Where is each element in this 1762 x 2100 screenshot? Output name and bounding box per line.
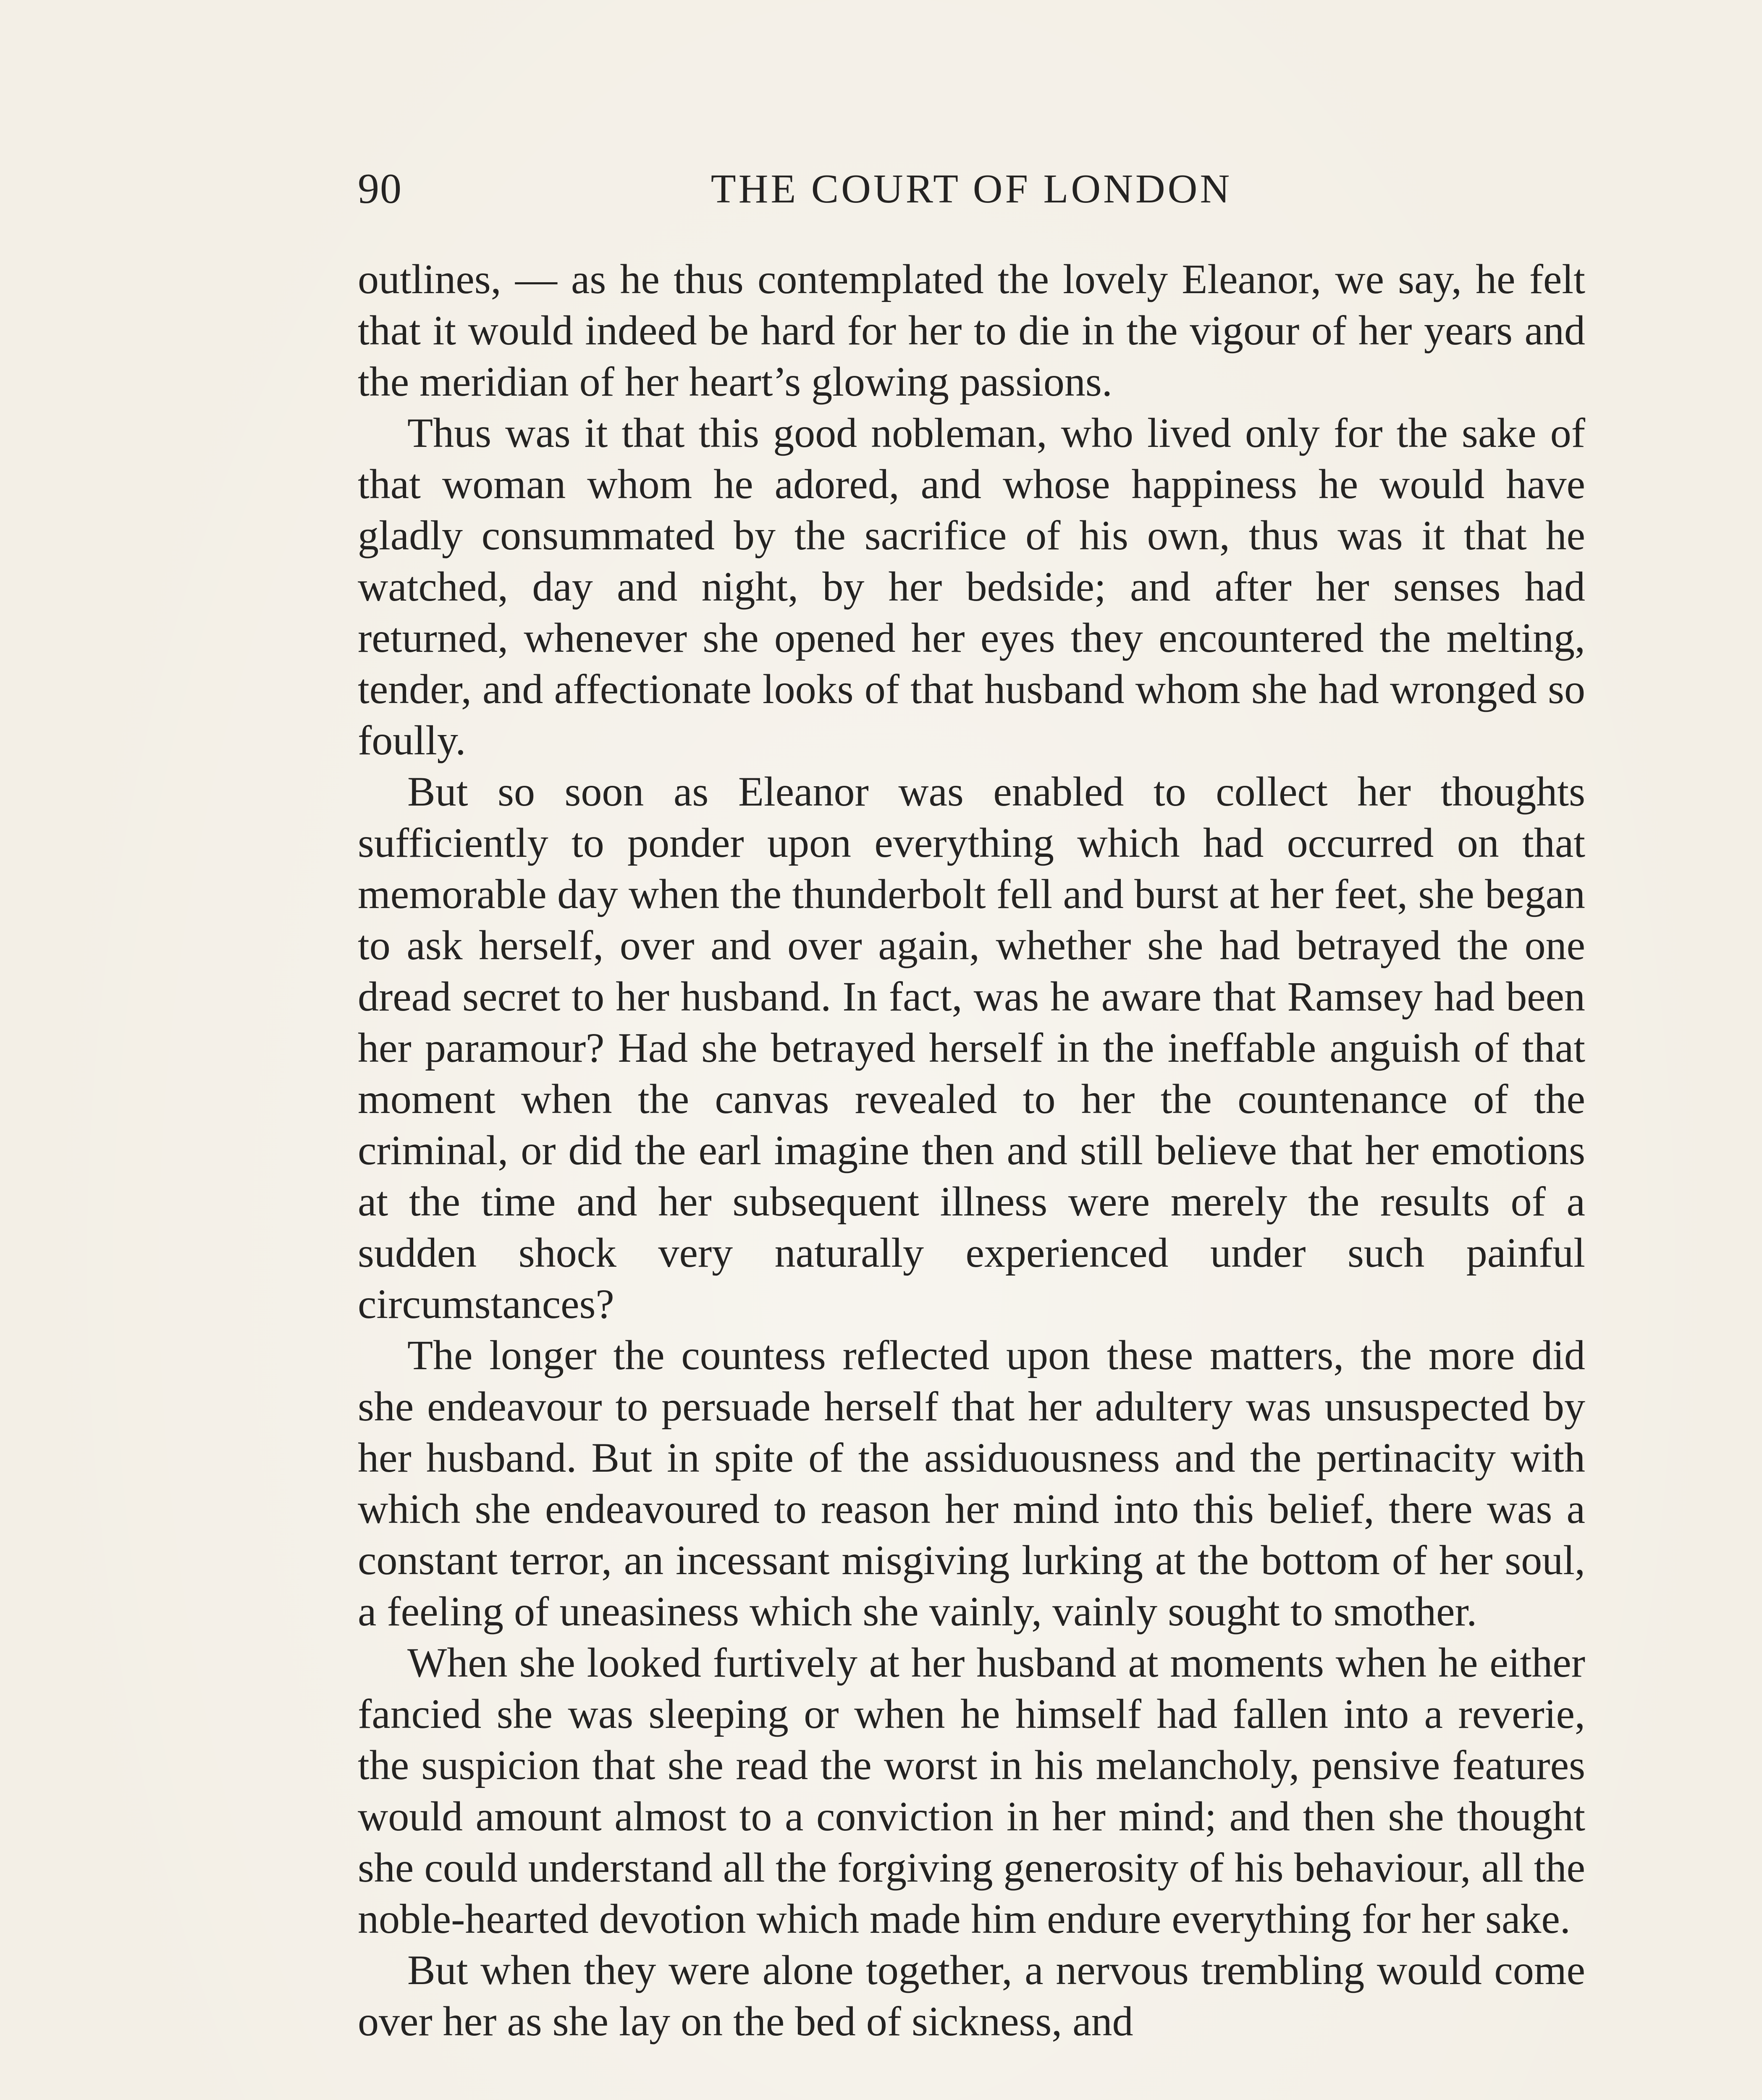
paragraph-continued: outlines, — as he thus contemplated the lovely Eleanor, we say, he felt that it would indeed be hard for her to die in the vigour of her years and the meridian of her heart’s glowing passions. — [358, 256, 1585, 405]
paragraph: When she looked furtively at her husband at moments when he either fancied she was sleeping or when he himself had fallen into a reverie, the suspicion that she read the worst in his melancholy, pensive features would amount almost to a conviction in her mind; and then she thought she could understand all the forgiving generosity of his behaviour, all the noble-hearted devotion which made him endure everything for her sake. — [358, 1639, 1585, 1942]
paragraph: The longer the countess reflected upon these matters, the more did she endeavour to persuade herself that her adultery was unsuspected by her husband. But in spite of the assiduousness and the pertinacity with which she endeavoured to reason her mind into this belief, there was a constant terror, an incessant misgiving lurking at the bottom of her soul, a feeling of uneasiness which she vainly, vainly sought to smother. — [358, 1332, 1585, 1635]
paragraph: But when they were alone together, a nervous trembling would come over her as she lay on the bed of sickness, and — [358, 1947, 1585, 2045]
paragraph: Thus was it that this good nobleman, who lived only for the sake of that woman whom he adored, and whose happiness he would have gladly consummated by the sacrifice of his own, thus was it that he watched, day and night, by her bedside; and after her senses had returned, whenever she opened her eyes they encountered the melting, tender, and affectionate looks of that husband whom she had wronged so foully. — [358, 410, 1585, 764]
page-header — [358, 155, 1585, 223]
body-text — [358, 254, 1585, 2047]
paragraph: But so soon as Eleanor was enabled to collect her thoughts sufficiently to ponder upon everything which had occurred on that memorable day when the thunderbolt fell and burst at her feet, she began to ask herself, over and over again, whether she had betrayed the one dread secret to her husband. In fact, was he aware that Ramsey had been her paramour? Had she betrayed herself in the ineffable anguish of that moment when the canvas revealed to her the countenance of the criminal, or did the earl imagine then and still believe that her emotions at the time and her subsequent illness were merely the results of a sudden shock very naturally experienced under such painful circumstances? — [358, 768, 1585, 1327]
page-number: 90 — [358, 165, 402, 213]
running-title: THE COURT OF LONDON — [711, 166, 1232, 212]
